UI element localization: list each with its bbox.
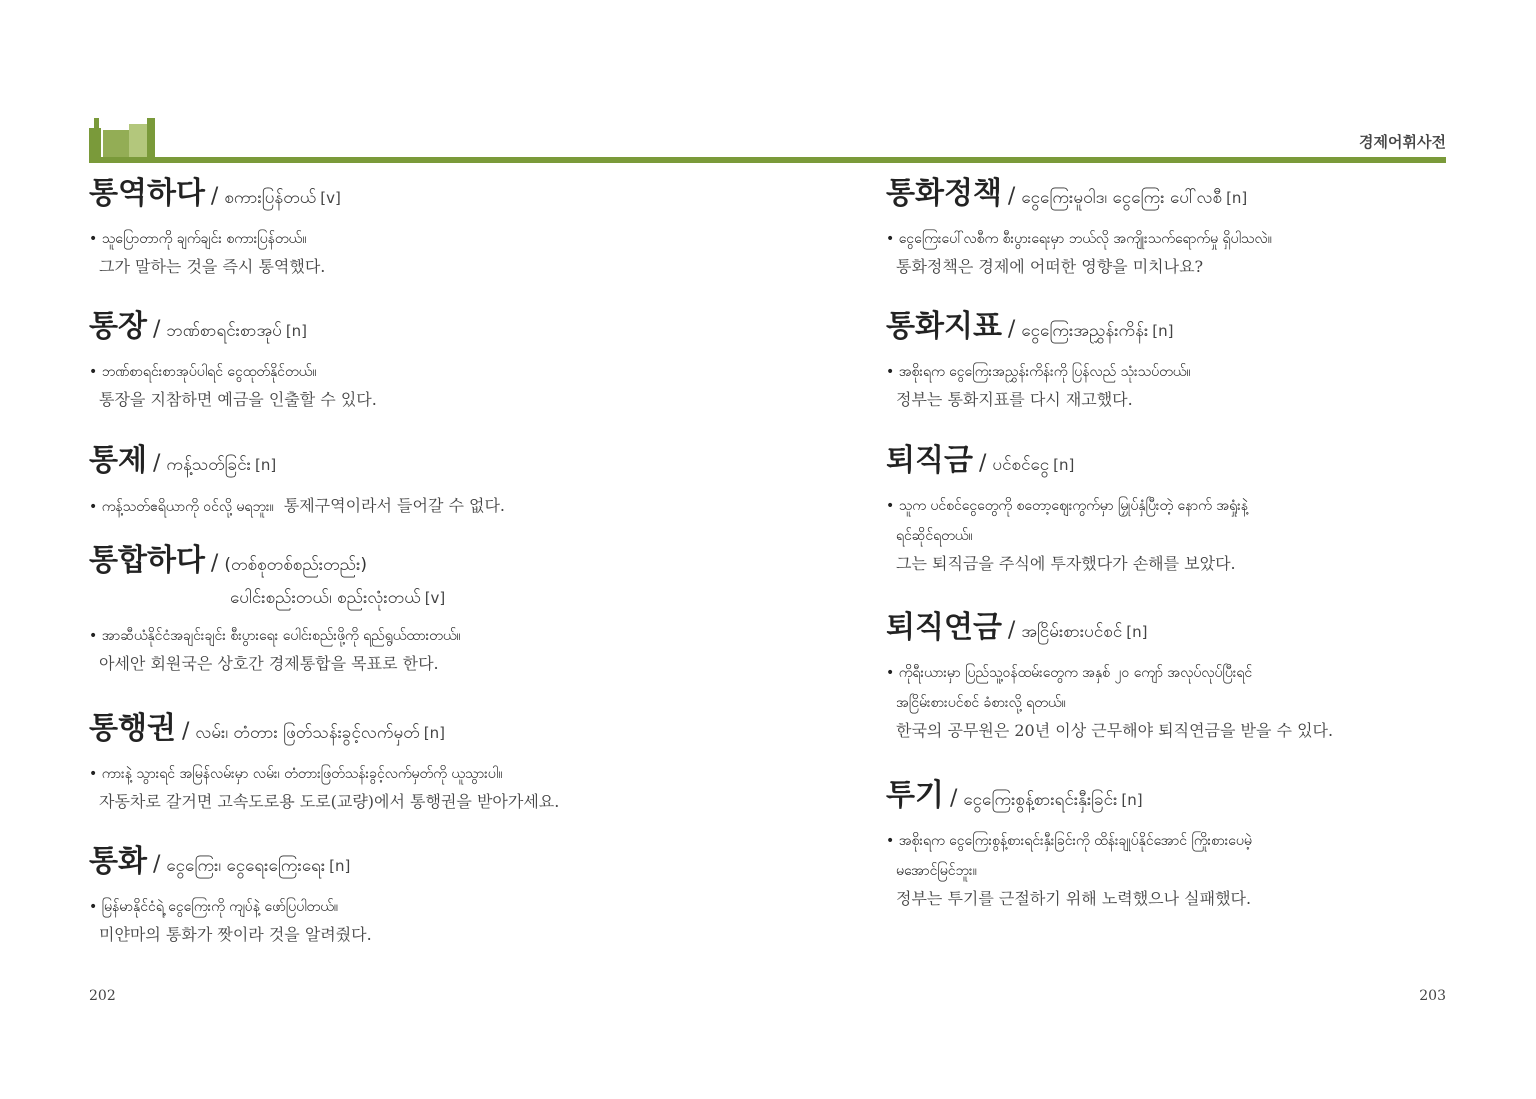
dictionary-entry: 통행권 / လမ်း၊ တံတား ဖြတ်သန်းခွင့်လက်မှတ် [n] • ကားနဲ့ သွားရင် အမြန်လမ်းမှာ လမ်း၊ တံတားဖြတ်သန်းခွင့်လက်မှတ်ကို ယူသွားပါ။ 자동차로 갈거면 고속도로용 도로(교량)에서 통행권을 받아가세요.: [89, 711, 729, 815]
headword: 통합하다: [89, 543, 205, 578]
headword: 통제: [89, 443, 147, 478]
headword: 투기: [886, 778, 944, 813]
part-of-speech: [n]: [1226, 189, 1248, 207]
dictionary-entry: 통역하다 / စကားပြန်တယ် [v] • သူပြောတာကို ချက်ချင်း စကားပြန်တယ်။ 그가 말하는 것을 즉시 통역했다.: [89, 176, 729, 280]
example-korean: 한국의 공무원은 20년 이상 근무해야 퇴직연금을 받을 수 있다.: [896, 721, 1334, 740]
meaning: ငွေကြေးစွန့်စားရင်းနှီးခြင်း: [963, 790, 1118, 810]
meaning: ဘဏ်စာရင်းစာအုပ်: [166, 321, 282, 341]
header-rule: [89, 157, 1446, 163]
headword: 통역하다: [89, 176, 205, 211]
example-korean: 그가 말하는 것을 즉시 통역했다.: [99, 257, 326, 276]
example-korean: 정부는 통화지표를 다시 재고했다.: [896, 390, 1133, 409]
example-myanmar: • ငွေကြေးပေါ်လစီက စီးပွားရေးမှာ ဘယ်လို အကျိုးသက်ရောက်မှု ရှိပါသလဲ။: [886, 231, 1272, 247]
dictionary-entry: 퇴직금 / ပင်စင်ငွေ [n] • သူက ပင်စင်ငွေတွေကို စတော့ဈေးကွက်မှာ မြှုပ်နှံပြီးတဲ့ နောက် အရှုံးနဲ့ ရင်ဆိုင်ရတယ်။ 그는 퇴직금을 주식에 투자했다가 손해를 보았다.: [886, 443, 1526, 577]
example-myanmar: • ဘဏ်စာရင်းစာအုပ်ပါရင် ငွေထုတ်နိုင်တယ်။: [89, 364, 317, 380]
example-korean: 자동차로 갈거면 고속도로용 도로(교량)에서 통행권을 받아가세요.: [99, 792, 560, 811]
meaning: ငွေကြေးအညွှန်းကိန်း: [1021, 321, 1149, 341]
part-of-speech: [n]: [254, 456, 277, 474]
example-korean: 통제구역이라서 들어갈 수 없다.: [283, 496, 506, 515]
dictionary-entry: 통제 / ကန့်သတ်ခြင်း [n] • ကန့်သတ်ဧရိယာကို ဝင်လို့ မရဘူး။ 통제구역이라서 들어갈 수 없다.: [89, 443, 729, 522]
meaning: ကန့်သတ်ခြင်း: [166, 455, 251, 475]
headword: 통행권: [89, 711, 176, 746]
dictionary-entry: 통장 / ဘဏ်စာရင်းစာအုပ် [n] • ဘဏ်စာရင်းစာအုပ်ပါရင် ငွေထုတ်နိုင်တယ်။ 통장을 지참하면 예금을 인출할 수 있다.: [89, 309, 729, 413]
meaning: ငွေကြေးမူဝါဒ၊ ငွေကြေး ပေါ်လစီ: [1021, 188, 1223, 208]
example-korean: 통장을 지참하면 예금을 인출할 수 있다.: [99, 390, 377, 409]
example-myanmar: • အစိုးရက ငွေကြေးအညွှန်းကိန်းကို ပြန်လည် သုံးသပ်တယ်။: [886, 364, 1191, 380]
example-myanmar: • ကားနဲ့ သွားရင် အမြန်လမ်းမှာ လမ်း၊ တံတားဖြတ်သန်းခွင့်လက်မှတ်ကို ယူသွားပါ။: [89, 766, 503, 782]
part-of-speech: [v]: [424, 589, 446, 607]
part-of-speech: [n]: [1152, 322, 1174, 340]
part-of-speech: [n]: [1121, 791, 1143, 809]
meaning: လမ်း၊ တံတား ဖြတ်သန်းခွင့်လက်မှတ်: [195, 723, 420, 743]
example-myanmar: • မြန်မာနိုင်ငံရဲ့ ငွေကြေးကို ကျပ်နဲ့ ဖော်ပြပါတယ်။: [89, 899, 339, 915]
headword: 퇴직연금: [886, 610, 1002, 645]
headword: 통장: [89, 309, 147, 344]
meaning: (တစ်စုတစ်စည်းတည်း): [224, 555, 368, 575]
header-decoration: [89, 118, 159, 158]
part-of-speech: [n]: [423, 724, 445, 742]
part-of-speech: [n]: [329, 857, 351, 875]
meaning: ငွေကြေး၊ ငွေရေးကြေးရေး: [166, 856, 326, 876]
meaning: စကားပြန်တယ်: [224, 188, 317, 208]
part-of-speech: [n]: [1126, 623, 1148, 641]
example-korean: 아세안 회원국은 상호간 경제통합을 목표로 한다.: [99, 654, 439, 673]
book-title: 경제어휘사전: [1359, 133, 1446, 151]
example-korean: 미얀마의 통화가 짯이라 것을 알려줬다.: [99, 925, 372, 944]
dictionary-entry: 퇴직연금 / အငြိမ်းစားပင်စင် [n] • ကိုရီးယားမှာ ပြည်သူ့ဝန်ထမ်းတွေက အနှစ် ၂၀ ကျော် အလုပ်လုပ်ပြီးရင် အငြိမ်းစားပင်စင် ခံစားလို့ ရတယ်။ 한국의 공무원은 20년 이상 근무해야 퇴직연금을 받을 수 있다.: [886, 610, 1526, 744]
example-myanmar: • ကိုရီးယားမှာ ပြည်သူ့ဝန်ထမ်းတွေက အနှစ် ၂၀ ကျော် အလုပ်လုပ်ပြီးရင် အငြိမ်းစားပင်စင် ခံစားလို့ ရတယ်။: [886, 665, 1253, 711]
example-myanmar: • သူပြောတာကို ချက်ချင်း စကားပြန်တယ်။: [89, 231, 307, 247]
part-of-speech: [n]: [285, 322, 308, 340]
headword: 퇴직금: [886, 443, 973, 478]
example-korean: 통화정책은 경제에 어떠한 영향을 미치나요?: [896, 257, 1204, 276]
example-myanmar: • သူက ပင်စင်ငွေတွေကို စတော့ဈေးကွက်မှာ မြှုပ်နှံပြီးတဲ့ နောက် အရှုံးနဲ့ ရင်ဆိုင်ရတယ်။: [886, 498, 1249, 544]
dictionary-entry: 통화 / ငွေကြေး၊ ငွေရေးကြေးရေး [n] • မြန်မာနိုင်ငံရဲ့ ငွေကြေးကို ကျပ်နဲ့ ဖော်ပြပါတယ်။ 미얀마의 통화가 짯이라 것을 알려줬다.: [89, 844, 729, 948]
headword: 통화: [89, 844, 147, 879]
dictionary-entry: 통합하다 / (တစ်စုတစ်စည်းတည်း) ပေါင်းစည်းတယ်၊ စည်းလုံးတယ် [v] • အာဆီယံနိုင်ငံအချင်းချင်း စီးပွားရေး ပေါင်းစည်းဖို့ကို ရည်ရွယ်ထားတယ်။ 아세안 회원국은 상호간 경제통합을 목표로 한다.: [89, 543, 729, 677]
page-number-left: 202: [89, 988, 116, 1004]
dictionary-entry: 투기 / ငွေကြေးစွန့်စားရင်းနှီးခြင်း [n] • အစိုးရက ငွေကြေးစွန့်စားရင်းနှီးခြင်းကို ထိန်းချုပ်နိုင်အောင် ကြိုးစားပေမဲ့ မအောင်မြင်ဘူး။ 정부는 투기를 근절하기 위해 노력했으나 실패했다.: [886, 778, 1526, 912]
page-number-right: 203: [1419, 988, 1446, 1004]
example-korean: 정부는 투기를 근절하기 위해 노력했으나 실패했다.: [896, 889, 1252, 908]
example-myanmar: • အာဆီယံနိုင်ငံအချင်းချင်း စီးပွားရေး ပေါင်းစည်းဖို့ကို ရည်ရွယ်ထားတယ်။: [89, 628, 461, 644]
example-myanmar: • ကန့်သတ်ဧရိယာကို ဝင်လို့ မရဘူး။ 통제구역이라서 들어갈 수 없다.: [89, 496, 506, 515]
part-of-speech: [v]: [320, 189, 341, 207]
meaning: အငြိမ်းစားပင်စင်: [1021, 622, 1123, 642]
headword: 통화지표: [886, 309, 1002, 344]
part-of-speech: [n]: [1053, 456, 1075, 474]
example-korean: 그는 퇴직금을 주식에 투자했다가 손해를 보았다.: [896, 554, 1236, 573]
dictionary-entry: 통화정책 / ငွေကြေးမူဝါဒ၊ ငွေကြေး ပေါ်လစီ [n] • ငွေကြေးပေါ်လစီက စီးပွားရေးမှာ ဘယ်လို အကျိုးသက်ရောက်မှု ရှိပါသလဲ။ 통화정책은 경제에 어떠한 영향을 미치나요?: [886, 176, 1526, 280]
meaning: ပင်စင်ငွေ: [992, 455, 1050, 475]
headword: 통화정책: [886, 176, 1002, 211]
meaning-line-2: ပေါင်းစည်းတယ်၊ စည်းလုံးတယ်: [230, 588, 421, 608]
example-myanmar: • အစိုးရက ငွေကြေးစွန့်စားရင်းနှီးခြင်းကို ထိန်းချုပ်နိုင်အောင် ကြိုးစားပေမဲ့ မအောင်မြင်ဘူး။: [886, 833, 1252, 879]
dictionary-entry: 통화지표 / ငွေကြေးအညွှန်းကိန်း [n] • အစိုးရက ငွေကြေးအညွှန်းကိန်းကို ပြန်လည် သုံးသပ်တယ်။ 정부는 통화지표를 다시 재고했다.: [886, 309, 1526, 413]
